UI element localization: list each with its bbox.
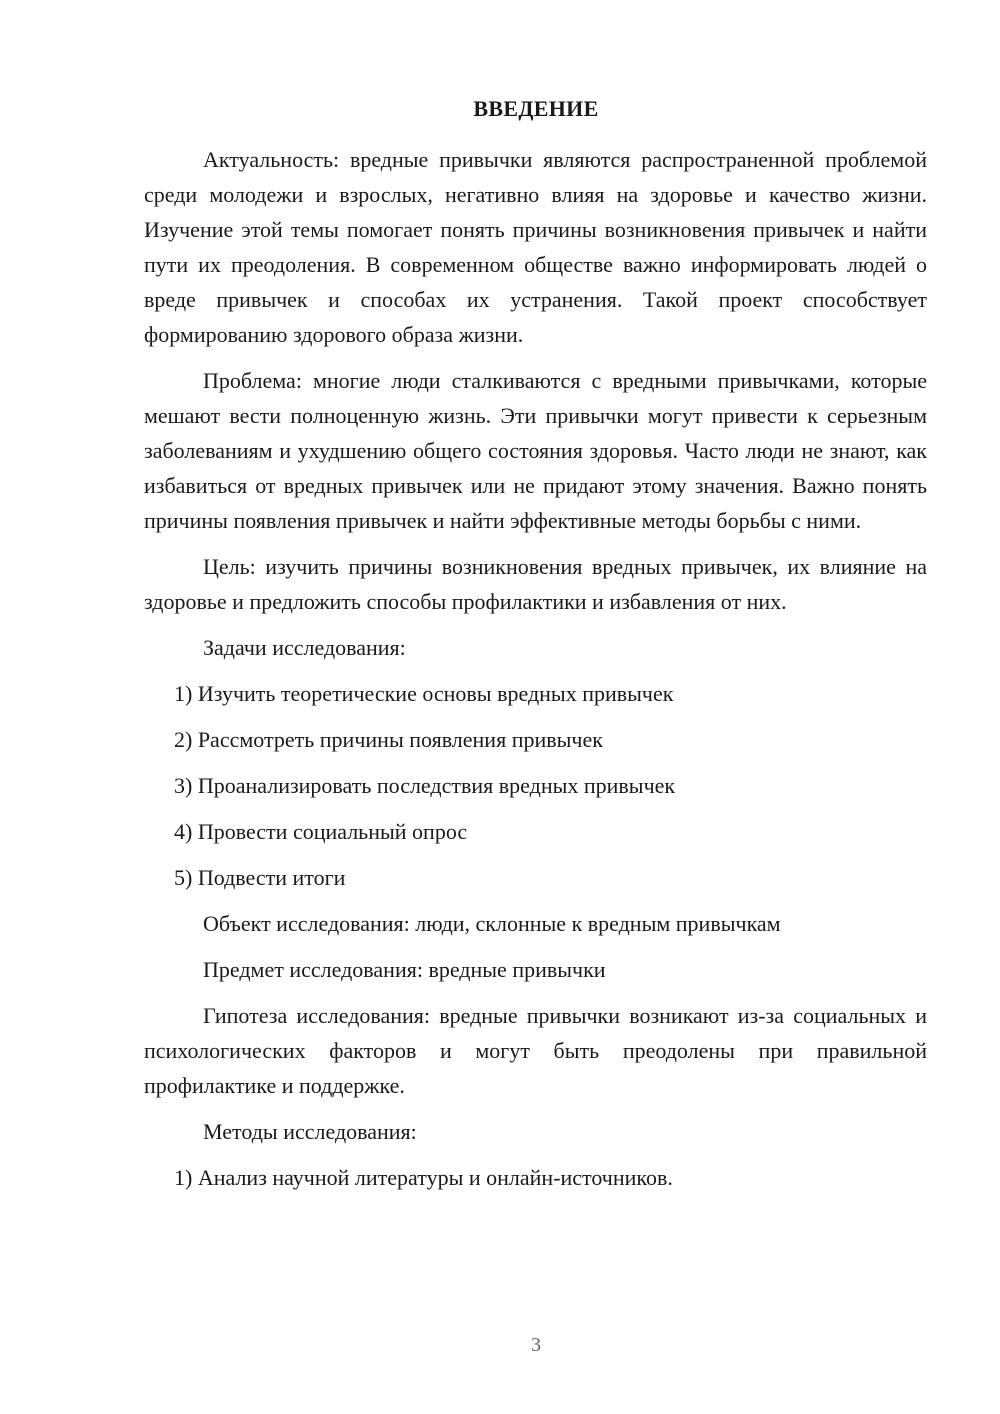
methods-heading: Методы исследования: [203, 1119, 417, 1144]
list-item: 1) Изучить теоретические основы вредных привычек [174, 681, 674, 706]
list-item: 2) Рассмотреть причины появления привычек [174, 727, 603, 752]
list-item: 1) Анализ научной литературы и онлайн-источников. [174, 1165, 673, 1190]
research-subject: Предмет исследования: вредные привычки [203, 957, 606, 982]
page-number: 3 [531, 1334, 541, 1356]
hypothesis-paragraph: Гипотеза исследования: вредные привычки возникают из-за социальных и психологических факторов и могут быть преодолены при правильной профилактике и поддержке. [144, 1003, 927, 1098]
problem-paragraph: Проблема: многие люди сталкиваются с вредными привычками, которые мешают вести полноценную жизнь. Эти привычки могут привести к серьезным заболеваниям и ухудшению общего состояния здоровья. Часто люди не знают, как избавиться от вредных привычек или не придают этому значения. Важно понять причины появления привычек и найти эффективные методы борьбы с ними. [144, 368, 927, 533]
list-item: 3) Проанализировать последствия вредных привычек [174, 773, 676, 798]
relevance-paragraph: Актуальность: вредные привычки являются распространенной проблемой среди молодежи и взрослых, негативно влияя на здоровье и качество жизни. Изучение этой темы помогает понять причины возникновения привычек и найти пути их преодоления. В современном обществе важно информировать людей о вреде привычек и способах их устранения. Такой проект способствует формированию здорового образа жизни. [144, 147, 927, 347]
tasks-heading: Задачи исследования: [203, 635, 406, 660]
tasks-list [144, 676, 927, 895]
goal-paragraph: Цель: изучить причины возникновения вредных привычек, их влияние на здоровье и предложить способы профилактики и избавления от них. [144, 554, 927, 614]
research-object: Объект исследования: люди, склонные к вредным привычкам [203, 911, 781, 936]
page-title: ВВЕДЕНИЕ [473, 96, 599, 121]
methods-list [144, 1160, 927, 1195]
document-body [144, 142, 927, 1195]
list-item: 5) Подвести итоги [174, 865, 346, 890]
list-item: 4) Провести социальный опрос [174, 819, 468, 844]
